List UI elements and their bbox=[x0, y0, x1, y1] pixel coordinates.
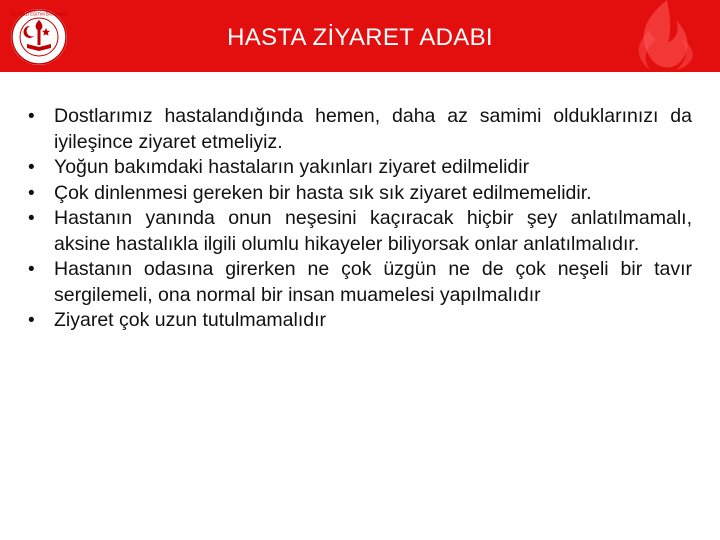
list-item-text: Hastanın odasına girerken ne çok üzgün ne de çok neşeli bir tavır sergilemeli, ona normal bir insan muamelesi yapılmalıdır bbox=[54, 258, 692, 306]
bullet-marker: • bbox=[28, 310, 35, 331]
list-item bbox=[28, 181, 692, 207]
bullet-list bbox=[28, 104, 692, 334]
bullet-marker: • bbox=[28, 106, 35, 127]
page-title: HASTA ZİYARET ADABI bbox=[227, 24, 493, 51]
bullet-marker: • bbox=[28, 208, 35, 229]
logo-text: T.C. MİLLİ EĞİTİM BAKANLIĞI bbox=[10, 11, 68, 17]
bullet-marker: • bbox=[28, 259, 35, 280]
list-item-text: Çok dinlenmesi gereken bir hasta sık sık ziyaret edilmemelidir. bbox=[54, 181, 592, 204]
list-item bbox=[28, 206, 692, 257]
list-item bbox=[28, 104, 692, 155]
list-item-text: Hastanın yanında onun neşesini kaçıracak hiçbir şey anlatılmamalı, aksine hastalıkla ilgili olumlu hikayeler biliyorsak onlar anlatılmalıdır. bbox=[54, 207, 692, 255]
list-item-text: Yoğun bakımdaki hastaların yakınları ziyaret edilmelidir bbox=[54, 156, 530, 178]
bullet-marker: • bbox=[28, 157, 35, 178]
list-item-text: Ziyaret çok uzun tutulmamalıdır bbox=[54, 309, 327, 331]
bullet-marker: • bbox=[28, 182, 35, 204]
list-item-text: Dostlarımız hastalandığında hemen, daha az samimi olduklarınızı da iyileşince ziyaret etmeliyiz. bbox=[54, 105, 692, 153]
list-item bbox=[28, 257, 692, 308]
list-item bbox=[28, 155, 692, 181]
title-bar bbox=[0, 0, 720, 72]
list-item bbox=[28, 308, 692, 334]
